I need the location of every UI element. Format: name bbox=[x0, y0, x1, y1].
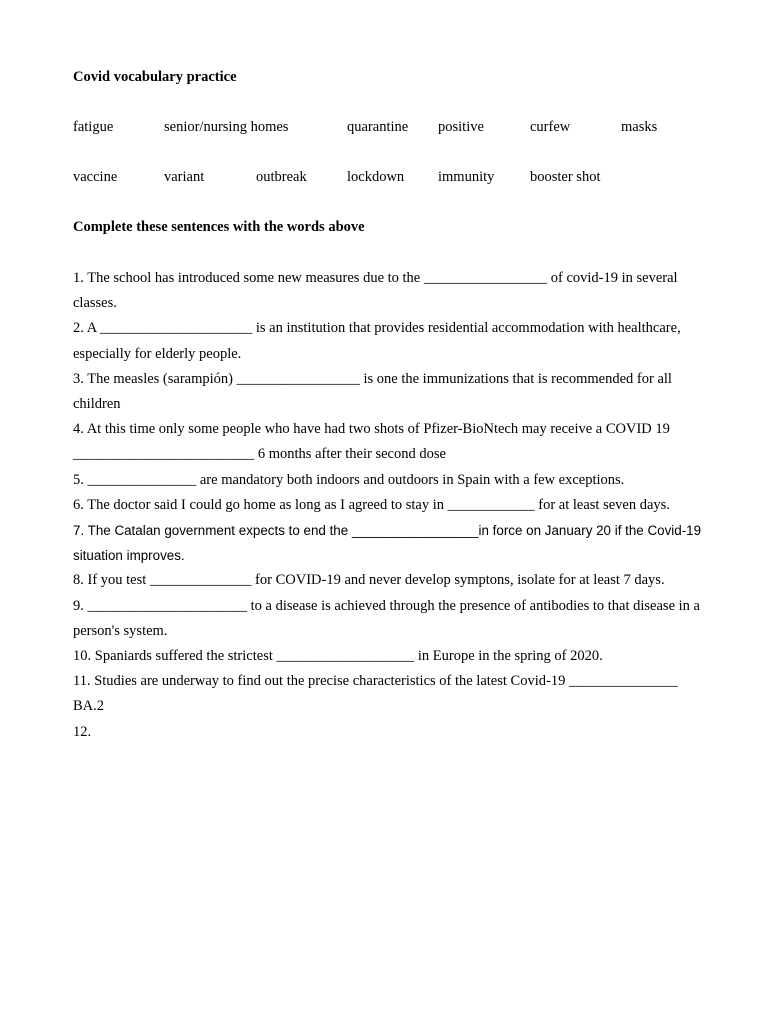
sentence-item: 6. The doctor said I could go home as long as I agreed to stay in ____________ for at least seven days. bbox=[73, 496, 670, 513]
vocab-word: lockdown bbox=[347, 169, 405, 185]
worksheet-title: Covid vocabulary practice bbox=[73, 69, 237, 85]
sentence-list bbox=[73, 266, 703, 745]
vocab-word: immunity bbox=[438, 169, 495, 185]
vocab-word: variant bbox=[164, 169, 205, 185]
vocab-word: outbreak bbox=[256, 169, 307, 185]
vocabulary-row-2 bbox=[73, 166, 703, 188]
sentence-item: 3. The measles (sarampión) _________________ is one the immunizations that is recommended for all children bbox=[73, 370, 672, 413]
sentence-item: 2. A _____________________ is an institution that provides residential accommodation with healthcare, especially for elderly people. bbox=[73, 320, 681, 362]
sentence-item: 12. bbox=[73, 723, 92, 740]
vocab-word: quarantine bbox=[347, 119, 409, 135]
vocab-word: curfew bbox=[530, 119, 571, 135]
sentence-item: 4. At this time only some people who have had two shots of Pfizer-BioNtech may receive a COVID 19 _________________________ 6 months after their second dose bbox=[73, 421, 670, 463]
vocab-word: booster shot bbox=[530, 169, 601, 185]
worksheet-page bbox=[73, 66, 703, 745]
sentence-item: 11. Studies are underway to find out the precise characteristics of the latest Covid-19 _______________ BA.2 bbox=[73, 673, 678, 715]
vocab-word: vaccine bbox=[73, 169, 118, 185]
vocab-word: fatigue bbox=[73, 119, 114, 135]
sentence-item: 9. ______________________ to a disease is achieved through the presence of antibodies to that disease in a person's system. bbox=[73, 597, 700, 639]
vocab-word: positive bbox=[438, 119, 484, 135]
sentence-item: 1. The school has introduced some new measures due to the _________________ of covid-19 in several classes. bbox=[73, 270, 678, 312]
vocab-word: masks bbox=[621, 119, 658, 135]
sentence-item: 10. Spaniards suffered the strictest ___________________ in Europe in the spring of 2020. bbox=[73, 648, 603, 665]
sentence-item: 7. The Catalan government expects to end the _________________in force on January 20 if the Covid-19 situation improves. bbox=[73, 523, 702, 564]
sentence-item: 5. _______________ are mandatory both indoors and outdoors in Spain with a few exceptions. bbox=[73, 471, 625, 488]
vocab-word: senior/nursing homes bbox=[164, 119, 289, 135]
instructions-heading: Complete these sentences with the words above bbox=[73, 219, 365, 235]
sentence-item: 8. If you test ______________ for COVID-19 and never develop symptons, isolate for at least 7 days. bbox=[73, 572, 665, 589]
vocabulary-row-1 bbox=[73, 116, 703, 138]
